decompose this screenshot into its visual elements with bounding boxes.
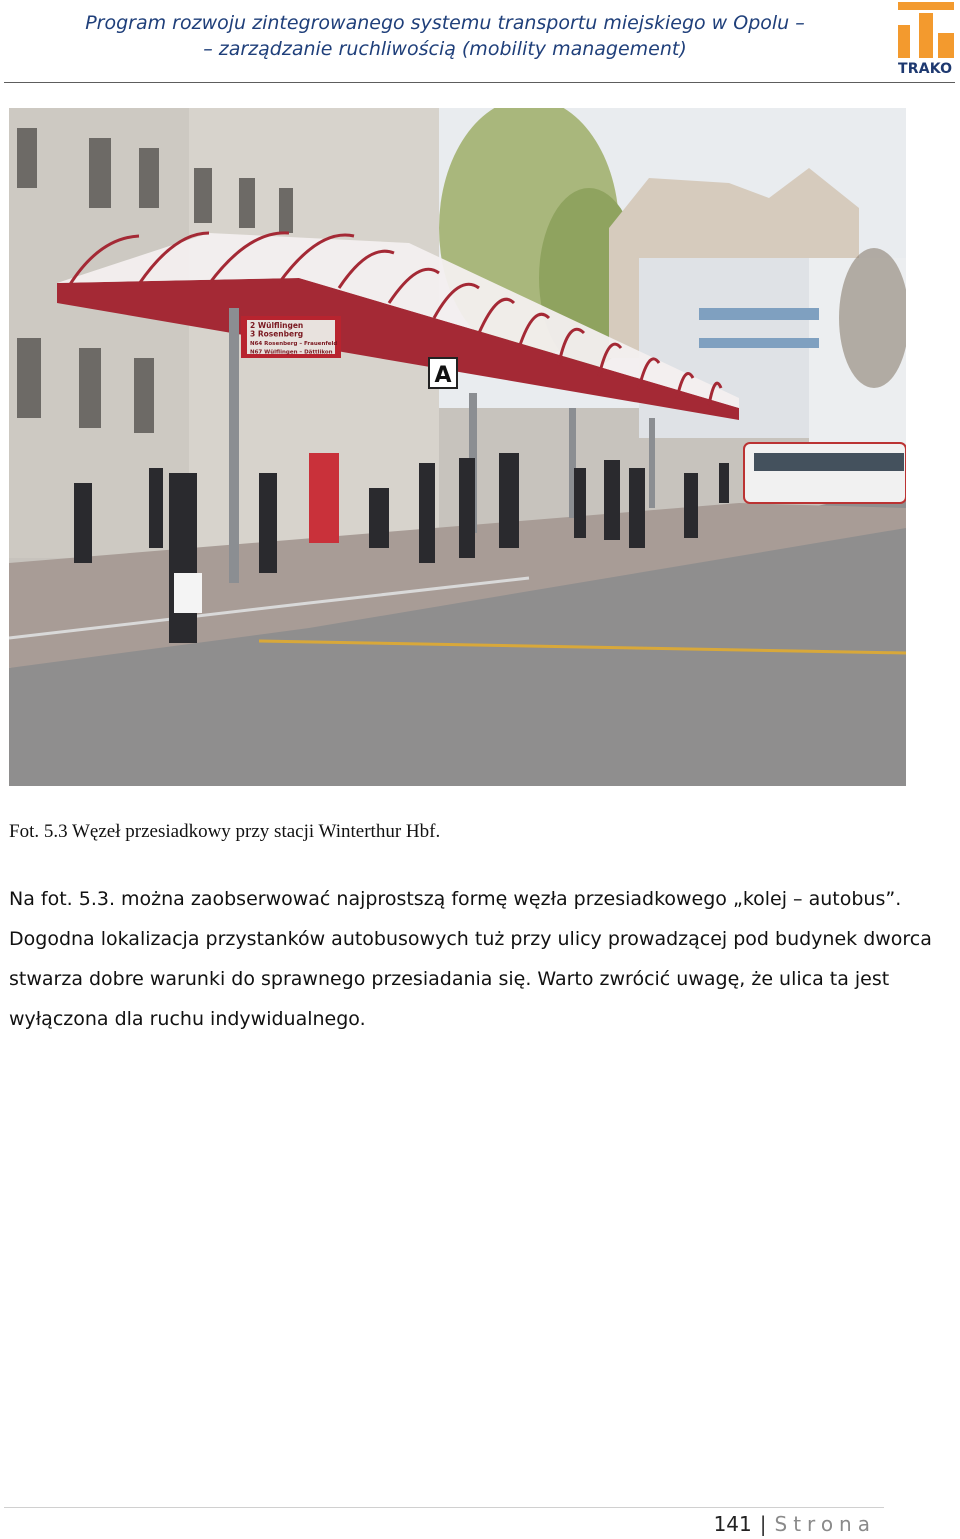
page-footer [714, 1512, 876, 1536]
stop-sign-letter: A [434, 363, 452, 388]
departure-board-line: N64 Rosenberg – Frauenfeld [250, 341, 338, 347]
paragraph-line-1: Na fot. 5.3. można zaobserwować najprostszą formę węzła przesiadkowego „kolej – autobus”. [9, 888, 902, 910]
photo-caption: Fot. 5.3 Węzeł przesiadkowy przy stacji Winterthur Hbf. [9, 821, 441, 842]
paragraph-line-4: wyłączona dla ruchu indywidualnego. [9, 1008, 366, 1030]
paragraph-line-3: stwarza dobre warunki do sprawnego przesiadania się. Warto zwrócić uwagę, że ulica ta jest [9, 968, 890, 990]
departure-board-line: N67 Wülflingen – Dättlikon [250, 349, 333, 356]
footer-divider [4, 1507, 884, 1508]
header-line-1: Program rozwoju zintegrowanego systemu transportu miejskiego w Opolu – [85, 12, 805, 34]
running-header [0, 10, 890, 62]
footer-page-label: Strona [774, 1512, 876, 1536]
paragraph-line-2: Dogodna lokalizacja przystanków autobusowych tuż przy ulicy prowadzącej pod budynek dworca [9, 928, 932, 950]
page-number: 141 [713, 1512, 752, 1536]
photo-winterthur-interchange [9, 108, 906, 786]
body-paragraph [9, 879, 932, 1039]
departure-board-line: 2 Wülflingen [250, 321, 304, 330]
departure-board-line: 3 Rosenberg [250, 329, 304, 339]
header-line-2: – zarządzanie ruchliwością (mobility management) [203, 38, 687, 60]
header-divider [4, 82, 955, 83]
logo-text: TRAKO [898, 61, 953, 77]
footer-separator: | [759, 1512, 767, 1536]
